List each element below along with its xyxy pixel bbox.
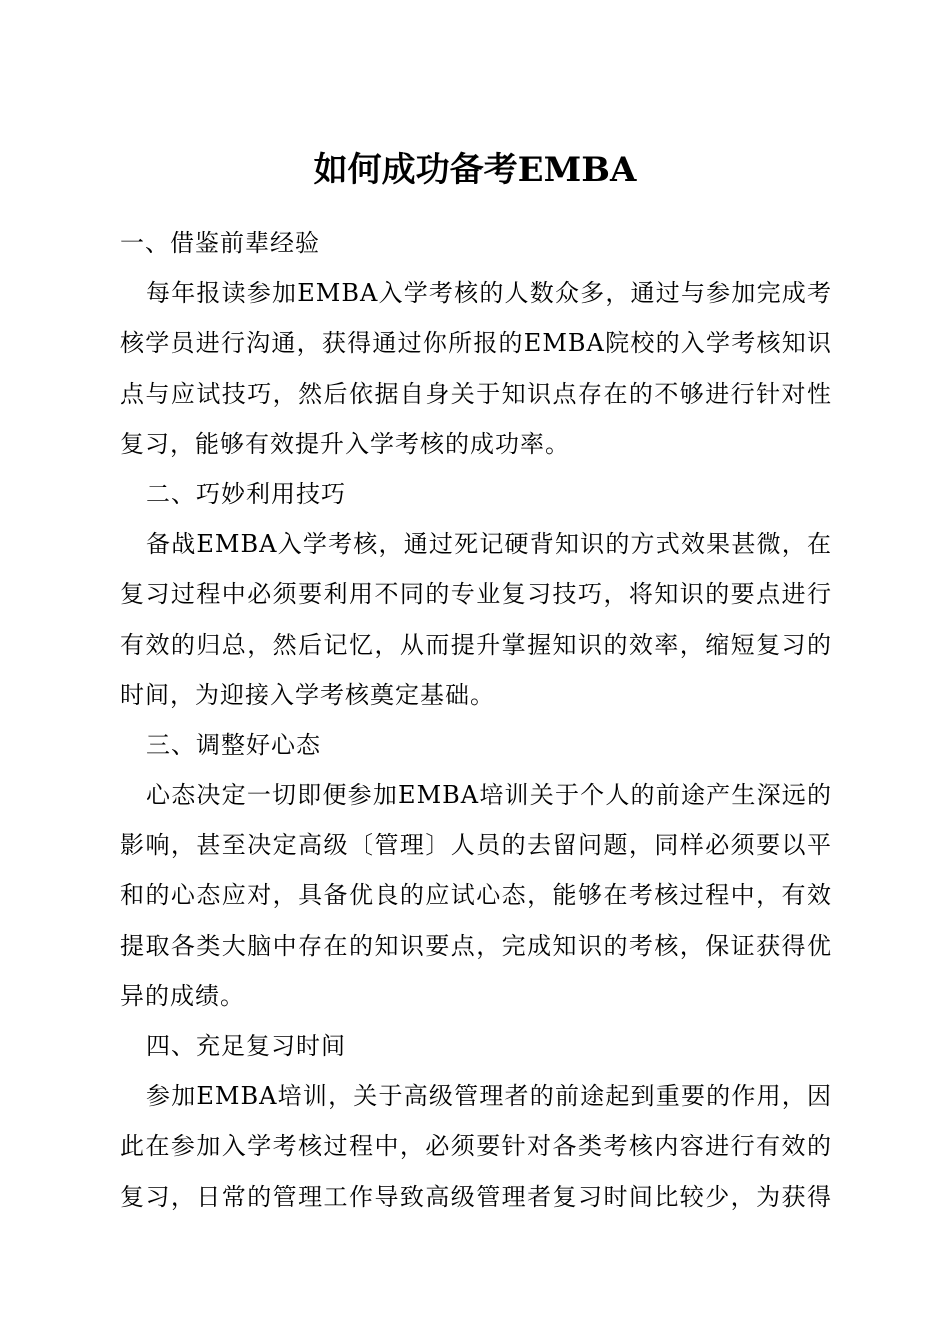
paragraph-line: 备战EMBA入学考核，通过死记硬背知识的方式效果甚微，在	[146, 530, 832, 559]
paragraph-line: 有效的归总，然后记忆，从而提升掌握知识的效率，缩短复习的	[120, 630, 832, 659]
section-heading-1: 一、借鉴前辈经验	[120, 229, 320, 257]
document-body	[120, 218, 832, 1222]
paragraph-line: 心态决定一切即便参加EMBA培训关于个人的前途产生深远的	[146, 781, 832, 810]
paragraph-line: 异的成绩。	[120, 981, 245, 1010]
paragraph-line: 时间，为迎接入学考核奠定基础。	[120, 680, 495, 709]
paragraph-line: 核学员进行沟通，获得通过你所报的EMBA院校的入学考核知识	[120, 329, 832, 358]
paragraph-line: 每年报读参加EMBA入学考核的人数众多，通过与参加完成考	[146, 279, 832, 308]
document-title: 如何成功备考EMBA	[313, 150, 637, 190]
paragraph-line: 复习过程中必须要利用不同的专业复习技巧，将知识的要点进行	[120, 580, 832, 609]
section-heading-4: 四、充足复习时间	[146, 1032, 346, 1060]
paragraph-line: 复习，能够有效提升入学考核的成功率。	[120, 429, 570, 458]
paragraph-line: 提取各类大脑中存在的知识要点，完成知识的考核，保证获得优	[120, 931, 832, 960]
paragraph-line: 点与应试技巧，然后依据自身关于知识点存在的不够进行针对性	[120, 379, 832, 408]
section-heading-3: 三、调整好心态	[146, 730, 321, 759]
paragraph-line: 影响，甚至决定高级〔管理〕人员的去留问题，同样必须要以平	[120, 831, 832, 860]
section-heading-2: 二、巧妙利用技巧	[146, 479, 346, 508]
paragraph-line: 此在参加入学考核过程中，必须要针对各类考核内容进行有效的	[120, 1132, 832, 1161]
paragraph-line: 复习，日常的管理工作导致高级管理者复习时间比较少，为获得	[120, 1182, 832, 1211]
paragraph-line: 参加EMBA培训，关于高级管理者的前途起到重要的作用，因	[146, 1082, 832, 1111]
paragraph-line: 和的心态应对，具备优良的应试心态，能够在考核过程中，有效	[120, 881, 832, 910]
